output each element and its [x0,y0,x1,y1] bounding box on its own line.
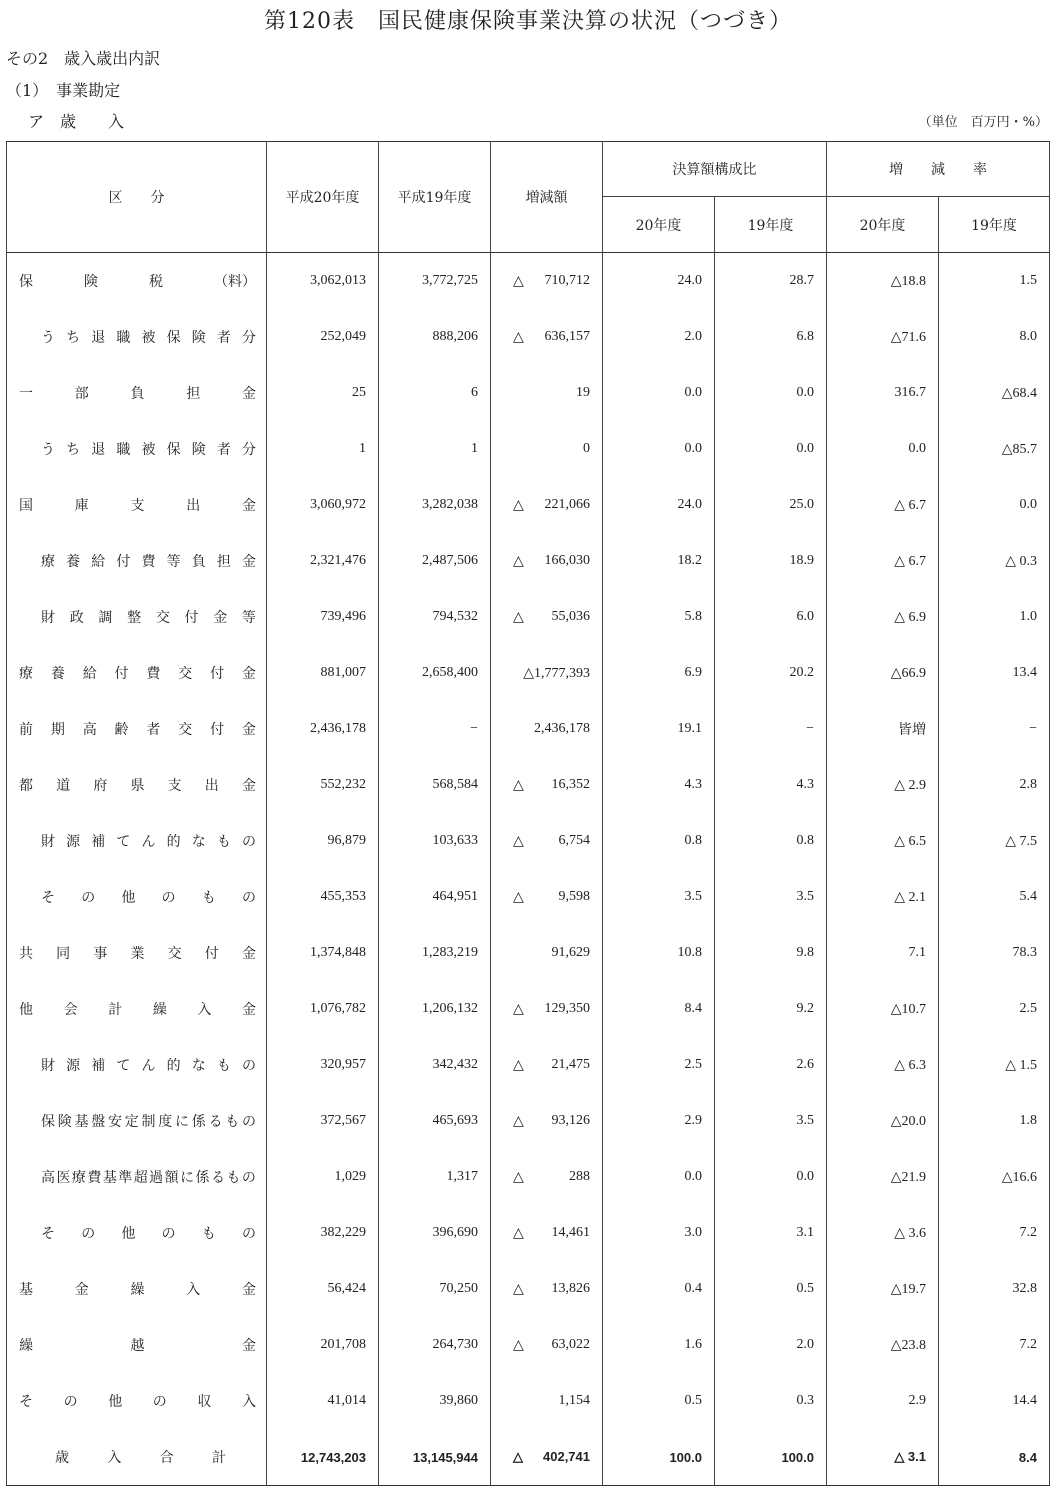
cell-diff: △ 14,461 [491,1205,603,1261]
cell-diff: 2,436,178 [491,701,603,757]
row-label [7,477,267,533]
cell-composition-20: 0.5 [603,1373,715,1429]
cell-composition-19: 0.3 [715,1373,827,1429]
table-row [7,1093,1050,1149]
cell-rate-20: △ 6.3 [827,1037,939,1093]
cell-rate-20: △ 6.5 [827,813,939,869]
row-label-text: 歳 入 合 計 [55,1450,226,1466]
cell-composition-19: 6.8 [715,309,827,365]
table-row [7,813,1050,869]
cell-rate-20: △ 6.7 [827,533,939,589]
cell-composition-19: 3.5 [715,869,827,925]
cell-composition-20: 0.0 [603,1149,715,1205]
row-label [7,309,267,365]
cell-h20: 1 [267,421,379,477]
cell-h20: 96,879 [267,813,379,869]
cell-composition-20: 0.0 [603,365,715,421]
cell-composition-20: 6.9 [603,645,715,701]
cell-composition-20: 3.0 [603,1205,715,1261]
cell-h20: 320,957 [267,1037,379,1093]
cell-rate-19: 14.4 [939,1373,1050,1429]
cell-rate-20: △ 3.6 [827,1205,939,1261]
cell-rate-20: 7.1 [827,925,939,981]
cell-rate-20: 皆増 [827,701,939,757]
cell-diff: △ 710,712 [491,253,603,310]
cell-h20: 552,232 [267,757,379,813]
row-label-text: 繰 越 金 [19,1338,256,1354]
cell-diff: △ 13,826 [491,1261,603,1317]
cell-composition-19: 0.5 [715,1261,827,1317]
subsection-heading: （1） 事業勘定 [6,81,121,100]
header-rate-20: 20年度 [827,197,939,253]
cell-composition-19: 2.6 [715,1037,827,1093]
cell-diff: 91,629 [491,925,603,981]
cell-h19: 342,432 [379,1037,491,1093]
row-label [7,589,267,645]
table-row [7,421,1050,477]
page-title: 第120表 国民健康保険事業決算の状況（つづき） [264,9,792,34]
cell-h20: 41,014 [267,1373,379,1429]
cell-rate-19: 78.3 [939,925,1050,981]
row-label-text: そ の 他 の 収 入 [19,1394,256,1410]
cell-h19: 70,250 [379,1261,491,1317]
table-row [7,1037,1050,1093]
cell-h19: 1,206,132 [379,981,491,1037]
table-row [7,533,1050,589]
row-label [7,1149,267,1205]
cell-h20: 2,321,476 [267,533,379,589]
cell-composition-19: 0.8 [715,813,827,869]
row-label-text: う ち 退 職 被 保 険 者 分 [41,330,256,346]
cell-rate-20: △ 2.1 [827,869,939,925]
cell-rate-20: △10.7 [827,981,939,1037]
cell-rate-19: △ 0.3 [939,533,1050,589]
cell-h20: 3,060,972 [267,477,379,533]
cell-composition-20: 19.1 [603,701,715,757]
cell-rate-20: △ 6.7 [827,477,939,533]
cell-diff: △ 55,036 [491,589,603,645]
cell-h19: 888,206 [379,309,491,365]
row-label [7,925,267,981]
cell-rate-19: 5.4 [939,869,1050,925]
cell-rate-19: 7.2 [939,1317,1050,1373]
cell-composition-19: 9.2 [715,981,827,1037]
row-label-text: そ の 他 の も の [41,890,256,906]
cell-rate-19: 1.8 [939,1093,1050,1149]
cell-rate-19: 7.2 [939,1205,1050,1261]
unit-note: （単位 百万円・%） [918,115,1048,130]
cell-h20: 2,436,178 [267,701,379,757]
cell-rate-20: 316.7 [827,365,939,421]
cell-composition-19: 28.7 [715,253,827,310]
header-diff: 増減額 [491,142,603,253]
cell-diff: △ 93,126 [491,1093,603,1149]
cell-rate-20: 0.0 [827,421,939,477]
table-row [7,1205,1050,1261]
cell-composition-20: 3.5 [603,869,715,925]
cell-composition-20: 100.0 [603,1429,715,1486]
header-composition: 決算額構成比 [603,142,827,197]
row-label [7,1429,267,1486]
header-composition-20: 20年度 [603,197,715,253]
cell-h19: 103,633 [379,813,491,869]
cell-rate-19: △85.7 [939,421,1050,477]
total-row [7,1429,1050,1486]
cell-diff: △ 63,022 [491,1317,603,1373]
cell-rate-20: △23.8 [827,1317,939,1373]
row-label-text: 基 金 繰 入 金 [19,1282,256,1298]
cell-h19: 3,772,725 [379,253,491,310]
cell-h19: 1,283,219 [379,925,491,981]
cell-h20: 1,374,848 [267,925,379,981]
revenue-table [6,141,1050,1486]
table-row [7,701,1050,757]
cell-h20: 372,567 [267,1093,379,1149]
cell-composition-19: 6.0 [715,589,827,645]
cell-diff: 0 [491,421,603,477]
table-row [7,309,1050,365]
cell-composition-20: 24.0 [603,477,715,533]
cell-rate-20: △21.9 [827,1149,939,1205]
row-label-text: 都 道 府 県 支 出 金 [19,778,256,794]
cell-h19: 568,584 [379,757,491,813]
cell-composition-20: 2.5 [603,1037,715,1093]
cell-h20: 455,353 [267,869,379,925]
cell-composition-19: 18.9 [715,533,827,589]
cell-h20: 25 [267,365,379,421]
cell-diff: △1,777,393 [491,645,603,701]
cell-h19: 2,658,400 [379,645,491,701]
row-label-text: 財 源 補 て ん 的 な も の [41,834,256,850]
row-label-text: 前 期 高 齢 者 交 付 金 [19,722,256,738]
cell-h20: 739,496 [267,589,379,645]
table-row [7,253,1050,310]
row-label [7,813,267,869]
row-label [7,869,267,925]
table-row [7,981,1050,1037]
row-label [7,421,267,477]
cell-diff: 19 [491,365,603,421]
row-label [7,1317,267,1373]
cell-h19: 396,690 [379,1205,491,1261]
cell-rate-19: △68.4 [939,365,1050,421]
cell-diff: △ 221,066 [491,477,603,533]
cell-rate-19: 8.0 [939,309,1050,365]
cell-composition-20: 2.0 [603,309,715,365]
row-label-text: そ の 他 の も の [41,1226,256,1242]
cell-h20: 12,743,203 [267,1429,379,1486]
row-label-text: う ち 退 職 被 保 険 者 分 [41,442,256,458]
cell-h20: 881,007 [267,645,379,701]
section-heading: その2 歳入歳出内訳 [6,49,161,68]
cell-h19: 794,532 [379,589,491,645]
table-row [7,1261,1050,1317]
cell-composition-19: 0.0 [715,421,827,477]
cell-diff: △ 636,157 [491,309,603,365]
cell-diff: △ 402,741 [491,1429,603,1486]
header-h19: 平成19年度 [379,142,491,253]
table-row [7,645,1050,701]
cell-composition-19: 20.2 [715,645,827,701]
cell-h19: 1 [379,421,491,477]
cell-rate-19: 13.4 [939,645,1050,701]
header-composition-19: 19年度 [715,197,827,253]
cell-composition-20: 24.0 [603,253,715,310]
cell-h19: 464,951 [379,869,491,925]
cell-h19: 2,487,506 [379,533,491,589]
cell-rate-19: 1.0 [939,589,1050,645]
cell-composition-20: 0.0 [603,421,715,477]
cell-diff: △ 16,352 [491,757,603,813]
cell-rate-20: △ 6.9 [827,589,939,645]
row-label-text: 財 源 補 て ん 的 な も の [41,1058,256,1074]
row-label-text: 高 医 療 費 基 準 超 過 額 に 係 る も の [41,1170,256,1186]
cell-rate-20: 2.9 [827,1373,939,1429]
cell-h19: 6 [379,365,491,421]
row-label [7,365,267,421]
cell-rate-19: △ 1.5 [939,1037,1050,1093]
cell-rate-20: △18.8 [827,253,939,310]
cell-diff: △ 288 [491,1149,603,1205]
table-row [7,1149,1050,1205]
cell-rate-19: − [939,701,1050,757]
row-label [7,1373,267,1429]
cell-rate-19: 8.4 [939,1429,1050,1486]
cell-h19: 13,145,944 [379,1429,491,1486]
cell-rate-20: △71.6 [827,309,939,365]
row-label-text: 一 部 負 担 金 [19,386,256,402]
cell-h19: − [379,701,491,757]
table-row [7,1317,1050,1373]
row-label [7,1261,267,1317]
cell-composition-20: 0.4 [603,1261,715,1317]
table-row [7,757,1050,813]
row-label-text: 国 庫 支 出 金 [19,498,256,514]
row-label-text: 他 会 計 繰 入 金 [19,1002,256,1018]
subsubsection-heading: ア 歳 入 [28,112,125,131]
cell-rate-20: △19.7 [827,1261,939,1317]
row-label-text: 財 政 調 整 交 付 金 等 [41,610,256,626]
cell-rate-19: 32.8 [939,1261,1050,1317]
cell-diff: △ 9,598 [491,869,603,925]
cell-h20: 382,229 [267,1205,379,1261]
cell-rate-19: △16.6 [939,1149,1050,1205]
cell-composition-19: 0.0 [715,365,827,421]
cell-h19: 1,317 [379,1149,491,1205]
row-label [7,645,267,701]
cell-h20: 1,076,782 [267,981,379,1037]
cell-h20: 3,062,013 [267,253,379,310]
cell-composition-20: 1.6 [603,1317,715,1373]
row-label [7,701,267,757]
table-row [7,925,1050,981]
row-label-text: 保 険 税 （料） [19,274,256,290]
cell-composition-20: 5.8 [603,589,715,645]
cell-h19: 3,282,038 [379,477,491,533]
cell-diff: △ 129,350 [491,981,603,1037]
cell-composition-20: 4.3 [603,757,715,813]
cell-composition-19: 25.0 [715,477,827,533]
cell-diff: △ 166,030 [491,533,603,589]
row-label [7,1093,267,1149]
cell-composition-19: 0.0 [715,1149,827,1205]
cell-h20: 252,049 [267,309,379,365]
cell-rate-20: △20.0 [827,1093,939,1149]
cell-rate-19: 2.5 [939,981,1050,1037]
cell-composition-20: 8.4 [603,981,715,1037]
cell-h20: 1,029 [267,1149,379,1205]
table-row [7,869,1050,925]
row-label-text: 保 険 基 盤 安 定 制 度 に 係 る も の [41,1114,256,1130]
row-label [7,253,267,310]
cell-composition-20: 10.8 [603,925,715,981]
cell-rate-20: △ 3.1 [827,1429,939,1486]
cell-composition-19: 3.5 [715,1093,827,1149]
cell-rate-19: 1.5 [939,253,1050,310]
cell-composition-20: 0.8 [603,813,715,869]
row-label [7,1037,267,1093]
row-label [7,757,267,813]
cell-rate-19: 0.0 [939,477,1050,533]
cell-rate-20: △66.9 [827,645,939,701]
table-row [7,1373,1050,1429]
cell-h19: 39,860 [379,1373,491,1429]
cell-composition-19: − [715,701,827,757]
cell-h20: 56,424 [267,1261,379,1317]
row-label-text: 療 養 給 付 費 交 付 金 [19,666,256,682]
cell-diff: △ 21,475 [491,1037,603,1093]
cell-diff: △ 6,754 [491,813,603,869]
header-category: 区 分 [7,142,267,253]
cell-rate-20: △ 2.9 [827,757,939,813]
cell-composition-19: 100.0 [715,1429,827,1486]
cell-h20: 201,708 [267,1317,379,1373]
header-h20: 平成20年度 [267,142,379,253]
row-label-text: 共 同 事 業 交 付 金 [19,946,256,962]
header-rate: 増 減 率 [827,142,1050,197]
cell-composition-20: 18.2 [603,533,715,589]
table-row [7,365,1050,421]
cell-composition-20: 2.9 [603,1093,715,1149]
cell-composition-19: 4.3 [715,757,827,813]
row-label [7,533,267,589]
table-row [7,477,1050,533]
row-label [7,1205,267,1261]
cell-diff: 1,154 [491,1373,603,1429]
cell-rate-19: 2.8 [939,757,1050,813]
row-label-text: 療 養 給 付 費 等 負 担 金 [41,554,256,570]
header-rate-19: 19年度 [939,197,1050,253]
cell-composition-19: 9.8 [715,925,827,981]
cell-h19: 465,693 [379,1093,491,1149]
table-row [7,589,1050,645]
cell-composition-19: 2.0 [715,1317,827,1373]
cell-rate-19: △ 7.5 [939,813,1050,869]
row-label [7,981,267,1037]
cell-h19: 264,730 [379,1317,491,1373]
cell-composition-19: 3.1 [715,1205,827,1261]
